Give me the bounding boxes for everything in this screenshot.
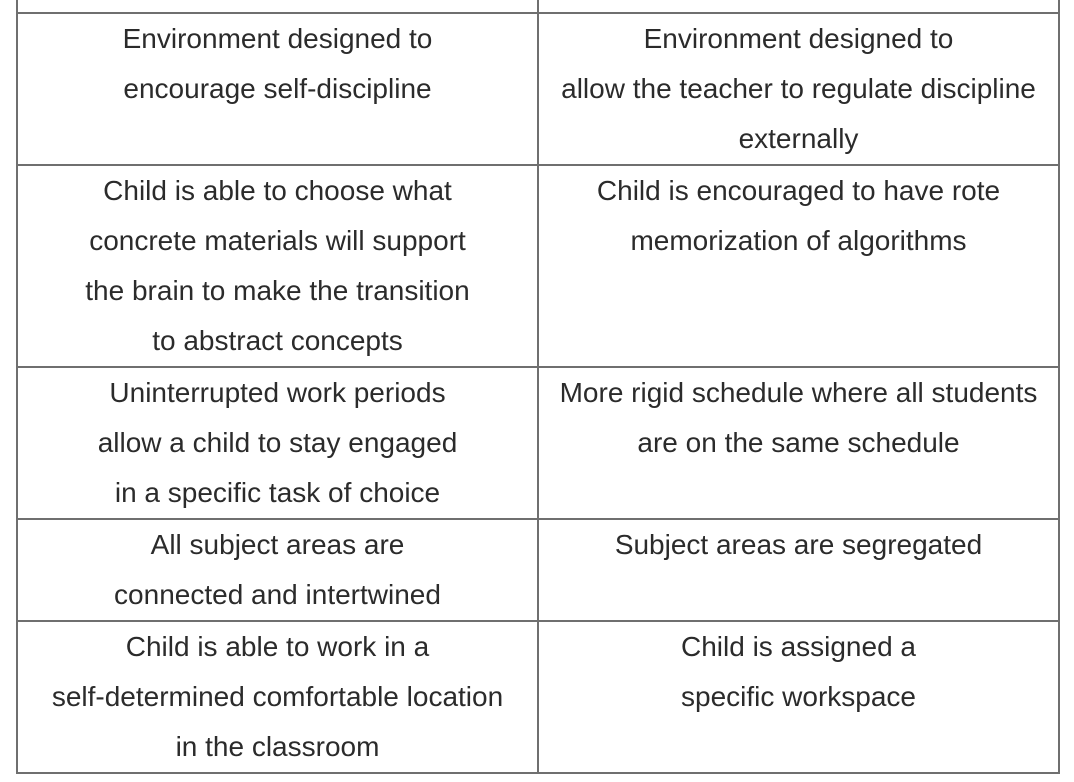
cell-text-line: Child is assigned a: [680, 631, 917, 662]
cell-text-line: Uninterrupted work periods: [109, 377, 446, 408]
cell-text-line: memorization of algorithms: [630, 225, 967, 256]
cell-text-line: allow a child to stay engaged: [97, 427, 458, 458]
cell-text-line: specific workspace: [681, 681, 916, 712]
left-cell-subjects: [17, 519, 538, 621]
table-row-subjects: [17, 519, 1059, 621]
cell-text-line: allow the teacher to regulate discipline: [561, 73, 1036, 104]
table-row-materials: [17, 165, 1059, 367]
cell-text-line: self-determined comfortable location: [51, 681, 504, 712]
cell-text-line: are on the same schedule: [637, 427, 960, 458]
right-cell-materials: [538, 165, 1059, 367]
cell-text-line: Environment designed to: [643, 23, 954, 54]
cell-text-line: connected and intertwined: [114, 579, 441, 610]
table-row-discipline: [17, 13, 1059, 165]
right-cell-workspace: [538, 621, 1059, 773]
table-row-workspace: [17, 621, 1059, 773]
left-cell-schedule: [17, 367, 538, 519]
left-cell-discipline: [17, 13, 538, 165]
cell-text-line: the brain to make the transition: [85, 275, 470, 306]
right-cell-cutoff: [538, 0, 1059, 13]
left-cell-cutoff: [17, 0, 538, 13]
cell-text-line: to abstract concepts: [152, 325, 403, 356]
cell-text-line: Environment designed to: [122, 23, 433, 54]
right-cell-discipline: [538, 13, 1059, 165]
left-cell-workspace: [17, 621, 538, 773]
comparison-table: [16, 0, 1060, 774]
cell-text-line: encourage self-discipline: [123, 73, 432, 104]
cell-text-line: All subject areas are: [150, 529, 405, 560]
cell-text-line: in a specific task of choice: [114, 477, 441, 508]
left-cell-materials: [17, 165, 538, 367]
cell-text-line: concrete materials will support: [89, 225, 466, 256]
cell-text-line: More rigid schedule where all students: [559, 377, 1038, 408]
table-row-schedule: [17, 367, 1059, 519]
cell-text-line: externally: [738, 123, 859, 154]
right-cell-subjects: [538, 519, 1059, 621]
cell-text-line: Child is encouraged to have rote: [596, 175, 1001, 206]
comparison-table-body: [17, 0, 1059, 773]
right-cell-schedule: [538, 367, 1059, 519]
cell-text-line: in the classroom: [175, 731, 380, 762]
table-row-cutoff: [17, 0, 1059, 13]
cell-text-line: Child is able to choose what: [103, 175, 452, 206]
cell-text-line: Child is able to work in a: [125, 631, 430, 662]
cell-text-line: Subject areas are segregated: [614, 529, 983, 560]
